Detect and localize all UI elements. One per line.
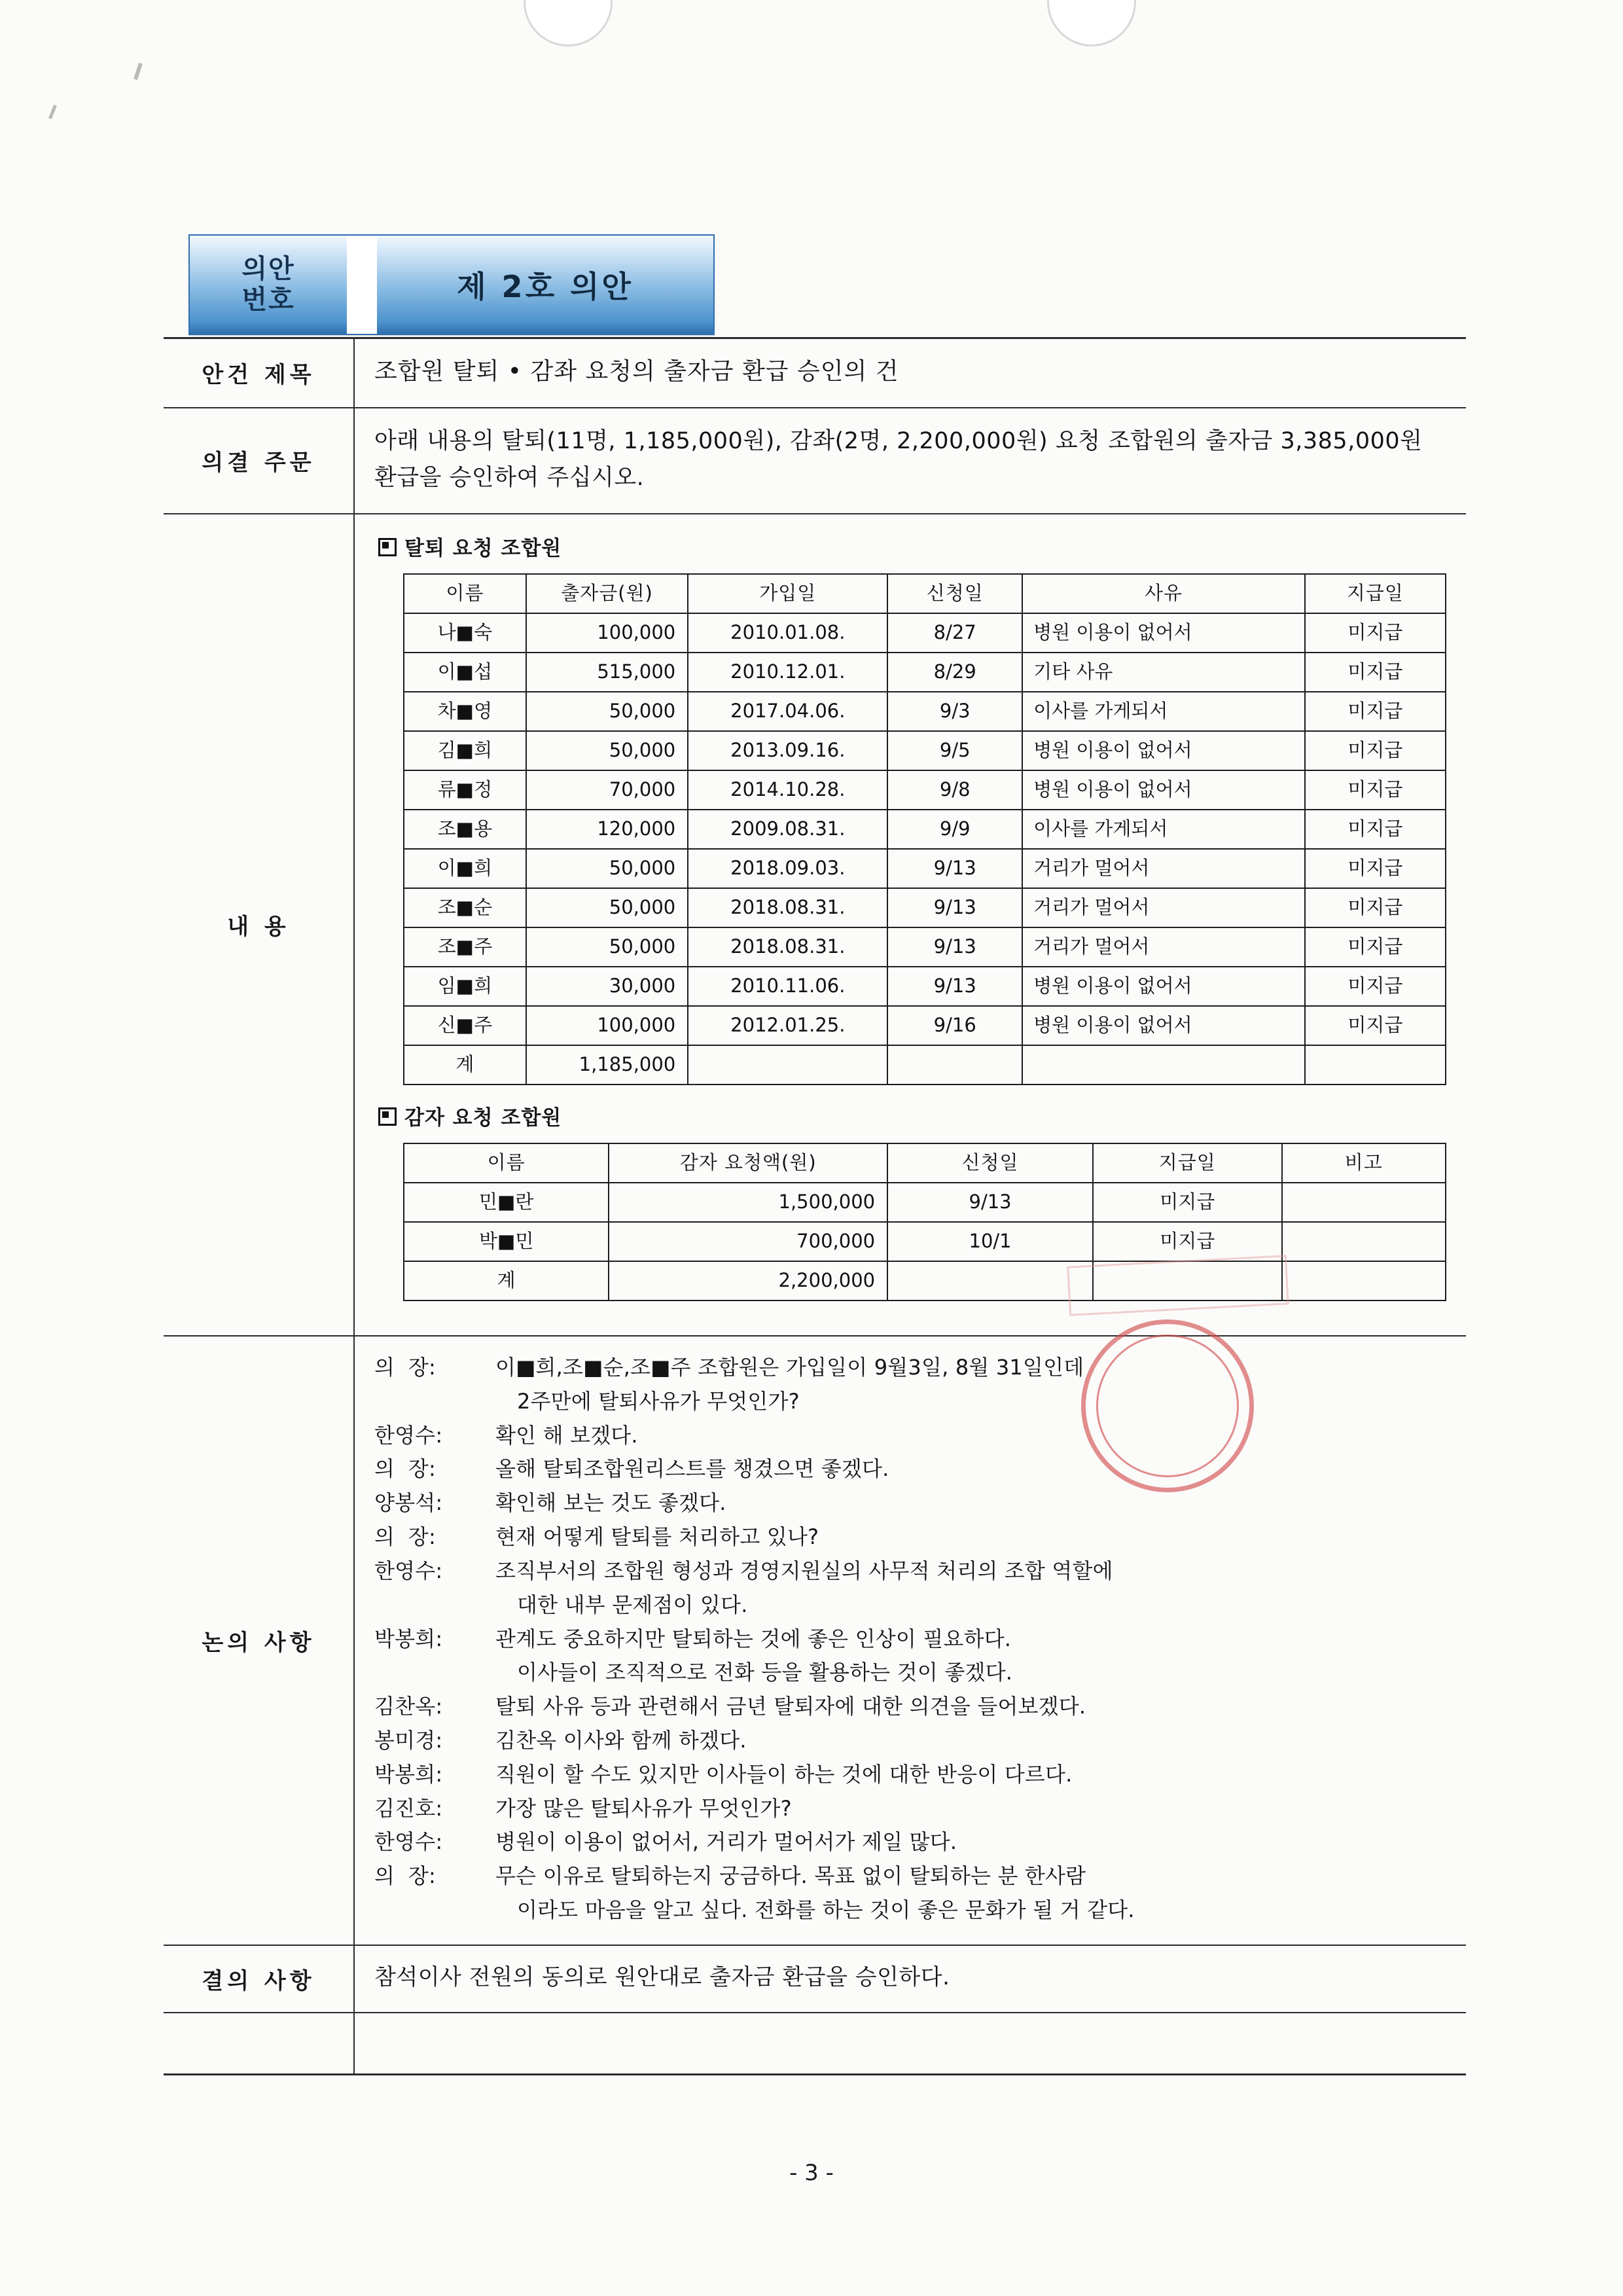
- bullet-square-icon: [378, 538, 397, 556]
- cell-applydate: 8/27: [887, 613, 1022, 653]
- withdraw-col-applydate: 신청일: [887, 574, 1022, 613]
- cell-name: 박■민: [404, 1222, 609, 1261]
- discussion-speaker: 양봉석:: [374, 1490, 443, 1516]
- subject-value-cell: [355, 339, 1466, 407]
- discussion-line: [374, 1825, 1446, 1859]
- cell-note: [1282, 1222, 1446, 1261]
- discussion-speaker: 김찬옥:: [374, 1694, 443, 1719]
- cell-reason: 거리가 멀어서: [1022, 849, 1305, 888]
- cell-amount: 1,500,000: [609, 1183, 887, 1222]
- cell-applydate: 10/1: [887, 1222, 1093, 1261]
- cell-name: 신■주: [404, 1006, 526, 1045]
- blank-body: [355, 2013, 1466, 2073]
- discussion-speaker: 한영수:: [374, 1558, 443, 1583]
- discussion-speaker: 박봉희:: [374, 1761, 443, 1787]
- withdraw-total-row: [404, 1045, 1446, 1085]
- blank-label: [164, 2013, 355, 2073]
- cell-name: 이■섭: [404, 653, 526, 692]
- cell-paydate: 미지급: [1305, 770, 1446, 810]
- cell-paydate: 미지급: [1305, 888, 1446, 927]
- discussion-list: [374, 1351, 1446, 1928]
- cell-joindate: 2018.08.31.: [688, 927, 887, 967]
- discussion-label: 논의 사항: [164, 1336, 355, 1945]
- cell-applydate: 9/5: [887, 731, 1022, 770]
- withdraw-table-header-row: [404, 574, 1446, 613]
- cell-joindate: 2010.01.08.: [688, 613, 887, 653]
- table-row: [404, 770, 1446, 810]
- discussion-text: 올해 탈퇴조합원리스트를 챙겼으면 좋겠다.: [495, 1456, 889, 1482]
- cell-reason: 병원 이용이 없어서: [1022, 770, 1305, 810]
- cell-amount: 50,000: [526, 731, 688, 770]
- cell-joindate: 2018.09.03.: [688, 849, 887, 888]
- withdraw-col-paydate: 지급일: [1305, 574, 1446, 613]
- cell-name: 조■주: [404, 927, 526, 967]
- cell-applydate: 9/9: [887, 810, 1022, 849]
- withdraw-total-value: 1,185,000: [526, 1045, 688, 1085]
- table-row: [404, 927, 1446, 967]
- row-content: [164, 514, 1466, 1336]
- cell-empty: [887, 1261, 1093, 1300]
- discussion-continuation: 이사들이 조직적으로 전화 등을 활용하는 것이 좋겠다.: [517, 1660, 1013, 1685]
- discussion-speaker: 의 장:: [374, 1354, 436, 1380]
- cell-paydate: 미지급: [1305, 692, 1446, 731]
- discussion-text: 직원이 할 수도 있지만 이사들이 하는 것에 대한 반응이 다르다.: [495, 1761, 1073, 1787]
- reduce-col-paydate: 지급일: [1093, 1143, 1282, 1183]
- row-resolution: [164, 408, 1466, 514]
- withdraw-table: [403, 573, 1446, 1085]
- resolution-value: 아래 내용의 탈퇴(11명, 1,185,000원), 감좌(2명, 2,200,000원) 요청 조합원의 출자금 3,385,000원 환급을 승인하여 주십시오.: [374, 427, 1423, 491]
- discussion-speaker: 의 장:: [374, 1524, 436, 1550]
- cell-reason: 병원 이용이 없어서: [1022, 731, 1305, 770]
- withdraw-heading-text: 탈퇴 요청 조합원: [404, 536, 562, 560]
- cell-applydate: 9/13: [887, 927, 1022, 967]
- discussion-line: [374, 1623, 1446, 1657]
- cell-empty: [1022, 1045, 1305, 1085]
- table-row: [404, 1183, 1446, 1222]
- cell-joindate: 2010.12.01.: [688, 653, 887, 692]
- reduce-heading-text: 감자 요청 조합원: [404, 1105, 562, 1130]
- discussion-speaker: 한영수:: [374, 1422, 443, 1448]
- cell-paydate: 미지급: [1305, 1006, 1446, 1045]
- cell-joindate: 2013.09.16.: [688, 731, 887, 770]
- cell-reason: 기타 사유: [1022, 653, 1305, 692]
- cell-joindate: 2018.08.31.: [688, 888, 887, 927]
- reduce-total-label: 계: [404, 1261, 609, 1300]
- discussion-line: [374, 1859, 1446, 1893]
- cell-amount: 100,000: [526, 1006, 688, 1045]
- row-subject: [164, 339, 1466, 408]
- cell-amount: 50,000: [526, 927, 688, 967]
- cell-applydate: 8/29: [887, 653, 1022, 692]
- cell-amount: 50,000: [526, 849, 688, 888]
- decision-value: 참석이사 전원의 동의로 원안대로 출자금 환급을 승인하다.: [374, 1964, 950, 1990]
- page-number: - 3 -: [789, 2160, 834, 2186]
- cell-amount: 100,000: [526, 613, 688, 653]
- table-row: [404, 967, 1446, 1006]
- content-body: [355, 514, 1466, 1335]
- discussion-line: [374, 1690, 1446, 1724]
- cell-name: 조■순: [404, 888, 526, 927]
- discussion-line: [374, 1351, 1446, 1385]
- cell-name: 나■숙: [404, 613, 526, 653]
- discussion-continuation: 2주만에 탈퇴사유가 무엇인가?: [517, 1388, 800, 1414]
- cell-paydate: 미지급: [1305, 849, 1446, 888]
- cell-reason: 병원 이용이 없어서: [1022, 967, 1305, 1006]
- cell-applydate: 9/16: [887, 1006, 1022, 1045]
- table-row: [404, 810, 1446, 849]
- cell-reason: 병원 이용이 없어서: [1022, 613, 1305, 653]
- cell-reason: 이사를 가게되서: [1022, 810, 1305, 849]
- decision-value-cell: [355, 1946, 1466, 2012]
- discussion-line: [374, 1452, 1446, 1486]
- discussion-text: 탈퇴 사유 등과 관련해서 금년 탈퇴자에 대한 의견을 들어보겠다.: [495, 1694, 1086, 1719]
- cell-paydate: 미지급: [1093, 1183, 1282, 1222]
- cell-reason: 병원 이용이 없어서: [1022, 1006, 1305, 1045]
- cell-paydate: 미지급: [1305, 967, 1446, 1006]
- agenda-badge: [188, 234, 715, 335]
- table-row: [404, 731, 1446, 770]
- cell-paydate: 미지급: [1305, 927, 1446, 967]
- cell-joindate: 2014.10.28.: [688, 770, 887, 810]
- cell-empty: [1305, 1045, 1446, 1085]
- cell-empty: [688, 1045, 887, 1085]
- cell-amount: 30,000: [526, 967, 688, 1006]
- discussion-text: 현재 어떻게 탈퇴를 처리하고 있나?: [495, 1524, 819, 1550]
- discussion-text: 조직부서의 조합원 형성과 경영지원실의 사무적 처리의 조합 역할에: [495, 1558, 1113, 1583]
- discussion-line: [374, 1419, 1446, 1453]
- withdraw-col-amount: 출자금(원): [526, 574, 688, 613]
- resolution-value-cell: [355, 408, 1466, 513]
- cell-applydate: 9/13: [887, 967, 1022, 1006]
- cell-amount: 70,000: [526, 770, 688, 810]
- cell-paydate: 미지급: [1305, 810, 1446, 849]
- reduce-section-heading: [378, 1102, 1446, 1134]
- cell-applydate: 9/3: [887, 692, 1022, 731]
- withdraw-table-body: [404, 613, 1446, 1085]
- discussion-speaker: 김진호:: [374, 1795, 443, 1821]
- discussion-text: 확인 해 보겠다.: [495, 1422, 638, 1448]
- discussion-text: 가장 많은 탈퇴사유가 무엇인가?: [495, 1795, 792, 1821]
- table-row: [404, 849, 1446, 888]
- cell-amount: 515,000: [526, 653, 688, 692]
- cell-amount: 50,000: [526, 692, 688, 731]
- reduce-total-row: [404, 1261, 1446, 1300]
- agenda-number-header: [188, 216, 1466, 337]
- cell-reason: 거리가 멀어서: [1022, 888, 1305, 927]
- cell-name: 류■정: [404, 770, 526, 810]
- discussion-text: 확인해 보는 것도 좋겠다.: [495, 1490, 726, 1516]
- reduce-col-note: 비고: [1282, 1143, 1446, 1183]
- reduce-table: [403, 1143, 1446, 1301]
- discussion-continuation: 대한 내부 문제점이 있다.: [517, 1592, 748, 1617]
- cell-amount: 50,000: [526, 888, 688, 927]
- cell-reason: 거리가 멀어서: [1022, 927, 1305, 967]
- cell-paydate: 미지급: [1093, 1222, 1282, 1261]
- withdraw-col-joindate: 가입일: [688, 574, 887, 613]
- reduce-total-value: 2,200,000: [609, 1261, 887, 1300]
- row-blank: [164, 2013, 1466, 2073]
- discussion-speaker: 의 장:: [374, 1863, 436, 1889]
- cell-empty: [1093, 1261, 1282, 1300]
- cell-paydate: 미지급: [1305, 653, 1446, 692]
- discussion-line: [374, 1520, 1446, 1554]
- bullet-square-icon: [378, 1107, 397, 1126]
- cell-joindate: 2012.01.25.: [688, 1006, 887, 1045]
- cell-empty: [887, 1045, 1022, 1085]
- cell-applydate: 9/13: [887, 1183, 1093, 1222]
- withdraw-total-label: 계: [404, 1045, 526, 1085]
- table-row: [404, 1006, 1446, 1045]
- cell-applydate: 9/13: [887, 849, 1022, 888]
- discussion-text: 관계도 중요하지만 탈퇴하는 것에 좋은 인상이 필요하다.: [495, 1626, 1012, 1651]
- reduce-col-name: 이름: [404, 1143, 609, 1183]
- table-row: [404, 692, 1446, 731]
- cell-joindate: 2010.11.06.: [688, 967, 887, 1006]
- discussion-speaker: 박봉희:: [374, 1626, 443, 1651]
- cell-paydate: 미지급: [1305, 613, 1446, 653]
- row-decision: [164, 1946, 1466, 2013]
- decision-label: 결의 사항: [164, 1946, 355, 2012]
- resolution-label: 의결 주문: [164, 408, 355, 513]
- discussion-speaker: 한영수:: [374, 1829, 443, 1855]
- reduce-table-header-row: [404, 1143, 1446, 1183]
- withdraw-section-heading: [378, 533, 1446, 564]
- discussion-line: [374, 1724, 1446, 1758]
- discussion-text: 병원이 이용이 없어서, 거리가 멀어서가 제일 많다.: [495, 1829, 957, 1855]
- discussion-text: 무슨 이유로 탈퇴하는지 궁금하다. 목표 없이 탈퇴하는 분 한사람: [495, 1863, 1086, 1889]
- discussion-text: 김찬옥 이사와 함께 하겠다.: [495, 1728, 747, 1753]
- agenda-number-label-line1: 의안: [241, 253, 295, 284]
- cell-joindate: 2009.08.31.: [688, 810, 887, 849]
- reduce-col-applydate: 신청일: [887, 1143, 1093, 1183]
- subject-label: 안건 제목: [164, 339, 355, 407]
- cell-paydate: 미지급: [1305, 731, 1446, 770]
- cell-name: 조■용: [404, 810, 526, 849]
- agenda-table: [164, 337, 1466, 2075]
- withdraw-col-reason: 사유: [1022, 574, 1305, 613]
- discussion-text: 이■희,조■순,조■주 조합원은 가입일이 9월3일, 8월 31일인데: [495, 1354, 1084, 1380]
- table-row: [404, 1222, 1446, 1261]
- table-row: [404, 888, 1446, 927]
- table-row: [404, 613, 1446, 653]
- badge-divider: [347, 236, 377, 334]
- cell-name: 이■희: [404, 849, 526, 888]
- discussion-line: [374, 1792, 1446, 1826]
- discussion-line: [374, 1758, 1446, 1792]
- cell-amount: 120,000: [526, 810, 688, 849]
- cell-reason: 이사를 가게되서: [1022, 692, 1305, 731]
- cell-note: [1282, 1183, 1446, 1222]
- cell-applydate: 9/8: [887, 770, 1022, 810]
- agenda-number-value: 제 2호 의안: [457, 269, 633, 304]
- cell-empty: [1282, 1261, 1446, 1300]
- content-label: 내 용: [164, 514, 355, 1335]
- withdraw-col-name: 이름: [404, 574, 526, 613]
- cell-amount: 700,000: [609, 1222, 887, 1261]
- cell-name: 임■희: [404, 967, 526, 1006]
- reduce-col-amount: 감자 요청액(원): [609, 1143, 887, 1183]
- agenda-number-label-line2: 번호: [241, 285, 295, 315]
- subject-value: 조합원 탈퇴 • 감좌 요청의 출자금 환급 승인의 건: [374, 358, 899, 385]
- discussion-continuation: 이라도 마음을 알고 싶다. 전화를 하는 것이 좋은 문화가 될 거 같다.: [517, 1897, 1135, 1923]
- cell-name: 김■희: [404, 731, 526, 770]
- agenda-document: [164, 216, 1466, 2075]
- discussion-body: [355, 1336, 1466, 1945]
- discussion-line: [374, 1486, 1446, 1520]
- row-discussion: [164, 1336, 1466, 1946]
- discussion-speaker: 봉미경:: [374, 1728, 443, 1753]
- cell-joindate: 2017.04.06.: [688, 692, 887, 731]
- cell-name: 차■영: [404, 692, 526, 731]
- cell-name: 민■란: [404, 1183, 609, 1222]
- cell-applydate: 9/13: [887, 888, 1022, 927]
- table-row: [404, 653, 1446, 692]
- agenda-number-label: [190, 236, 347, 334]
- discussion-speaker: 의 장:: [374, 1456, 436, 1482]
- discussion-line: [374, 1554, 1446, 1588]
- reduce-table-body: [404, 1183, 1446, 1300]
